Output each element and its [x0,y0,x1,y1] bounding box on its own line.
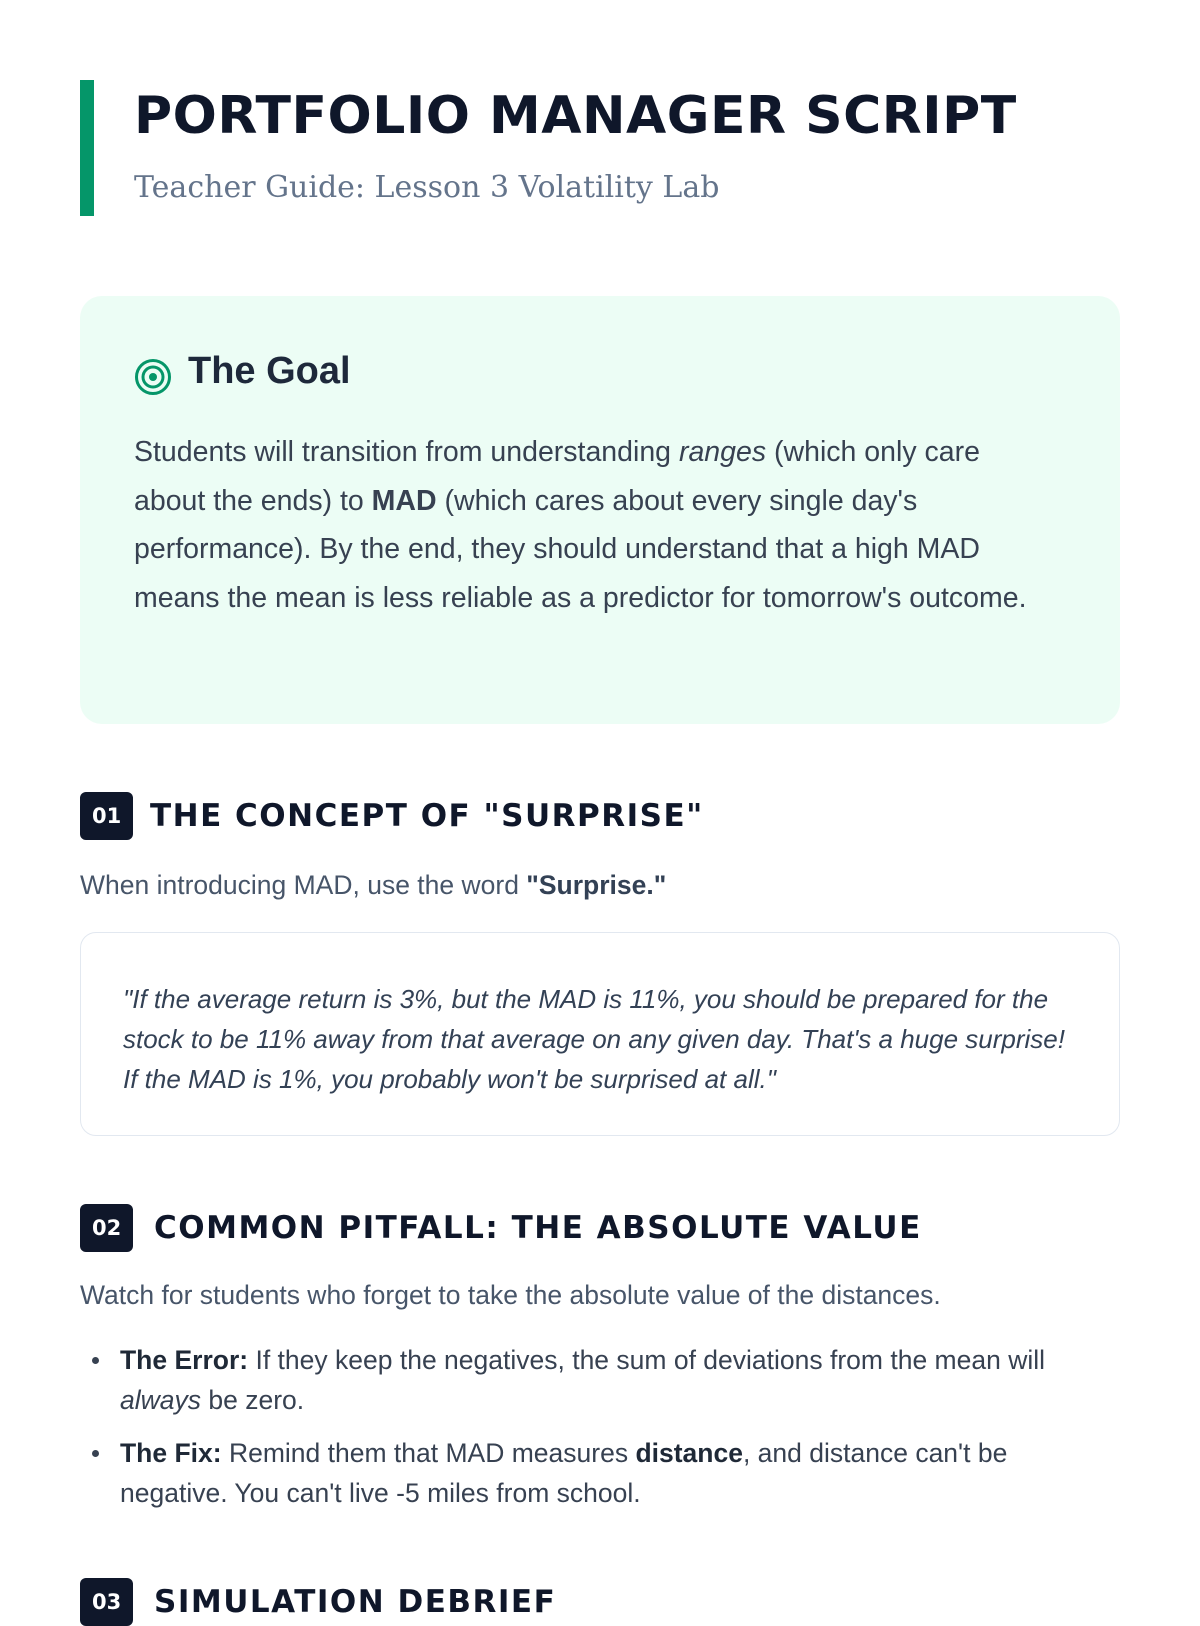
item-label: The Fix: [120,1438,222,1468]
surprise-emphasis: "Surprise." [526,870,667,900]
section-02-intro: Watch for students who forget to take the absolute value of the distances. [80,1280,941,1310]
target-icon [134,358,172,396]
bullet-icon [92,1450,99,1457]
section-01-intro: When introducing MAD, use the word "Surprise." [80,870,667,900]
bullet-icon [92,1357,99,1364]
page-header [80,80,1120,216]
pitfall-list [80,1340,1120,1526]
section-number-badge: 01 [80,792,133,840]
quote-card [80,932,1120,1136]
list-item: The Fix: Remind them that MAD measures distance, and distance can't be negative. You can't live -5 miles from school. [80,1433,1120,1513]
list-item: The Error: If they keep the negatives, the sum of deviations from the mean will always be zero. [80,1340,1120,1420]
accent-bar [80,80,94,216]
section-title: SIMULATION DEBRIEF [154,1584,557,1620]
section-title: THE CONCEPT OF "SURPRISE" [150,798,704,834]
always-emphasis: always [120,1385,202,1415]
section-number-badge: 02 [80,1204,133,1252]
goal-text: Students will transition from understanding ranges (which only care about the ends) to MAD (which cares about every single day's performance). By the end, they should understand that a high MAD means the mean is less reliable as a predictor for tomorrow's outcome. [134,436,1027,614]
ranges-emphasis: ranges [678,436,767,468]
section-title: COMMON PITFALL: THE ABSOLUTE VALUE [154,1210,922,1246]
mad-emphasis: MAD [371,484,437,517]
item-label: The Error: [120,1345,249,1375]
goal-heading: The Goal [188,350,351,392]
goal-card [80,296,1120,724]
quote-text: "If the average return is 3%, but the MAD is 11%, you should be prepared for the stock to be 11% away from that average on any given day. That's a huge surprise! If the MAD is 1%, you probably won't be surprised at all." [123,984,1065,1094]
page-title: PORTFOLIO MANAGER SCRIPT [134,86,1017,146]
page-subtitle: Teacher Guide: Lesson 3 Volatility Lab [134,170,720,205]
section-number-badge: 03 [80,1578,133,1626]
distance-emphasis: distance [635,1438,743,1468]
